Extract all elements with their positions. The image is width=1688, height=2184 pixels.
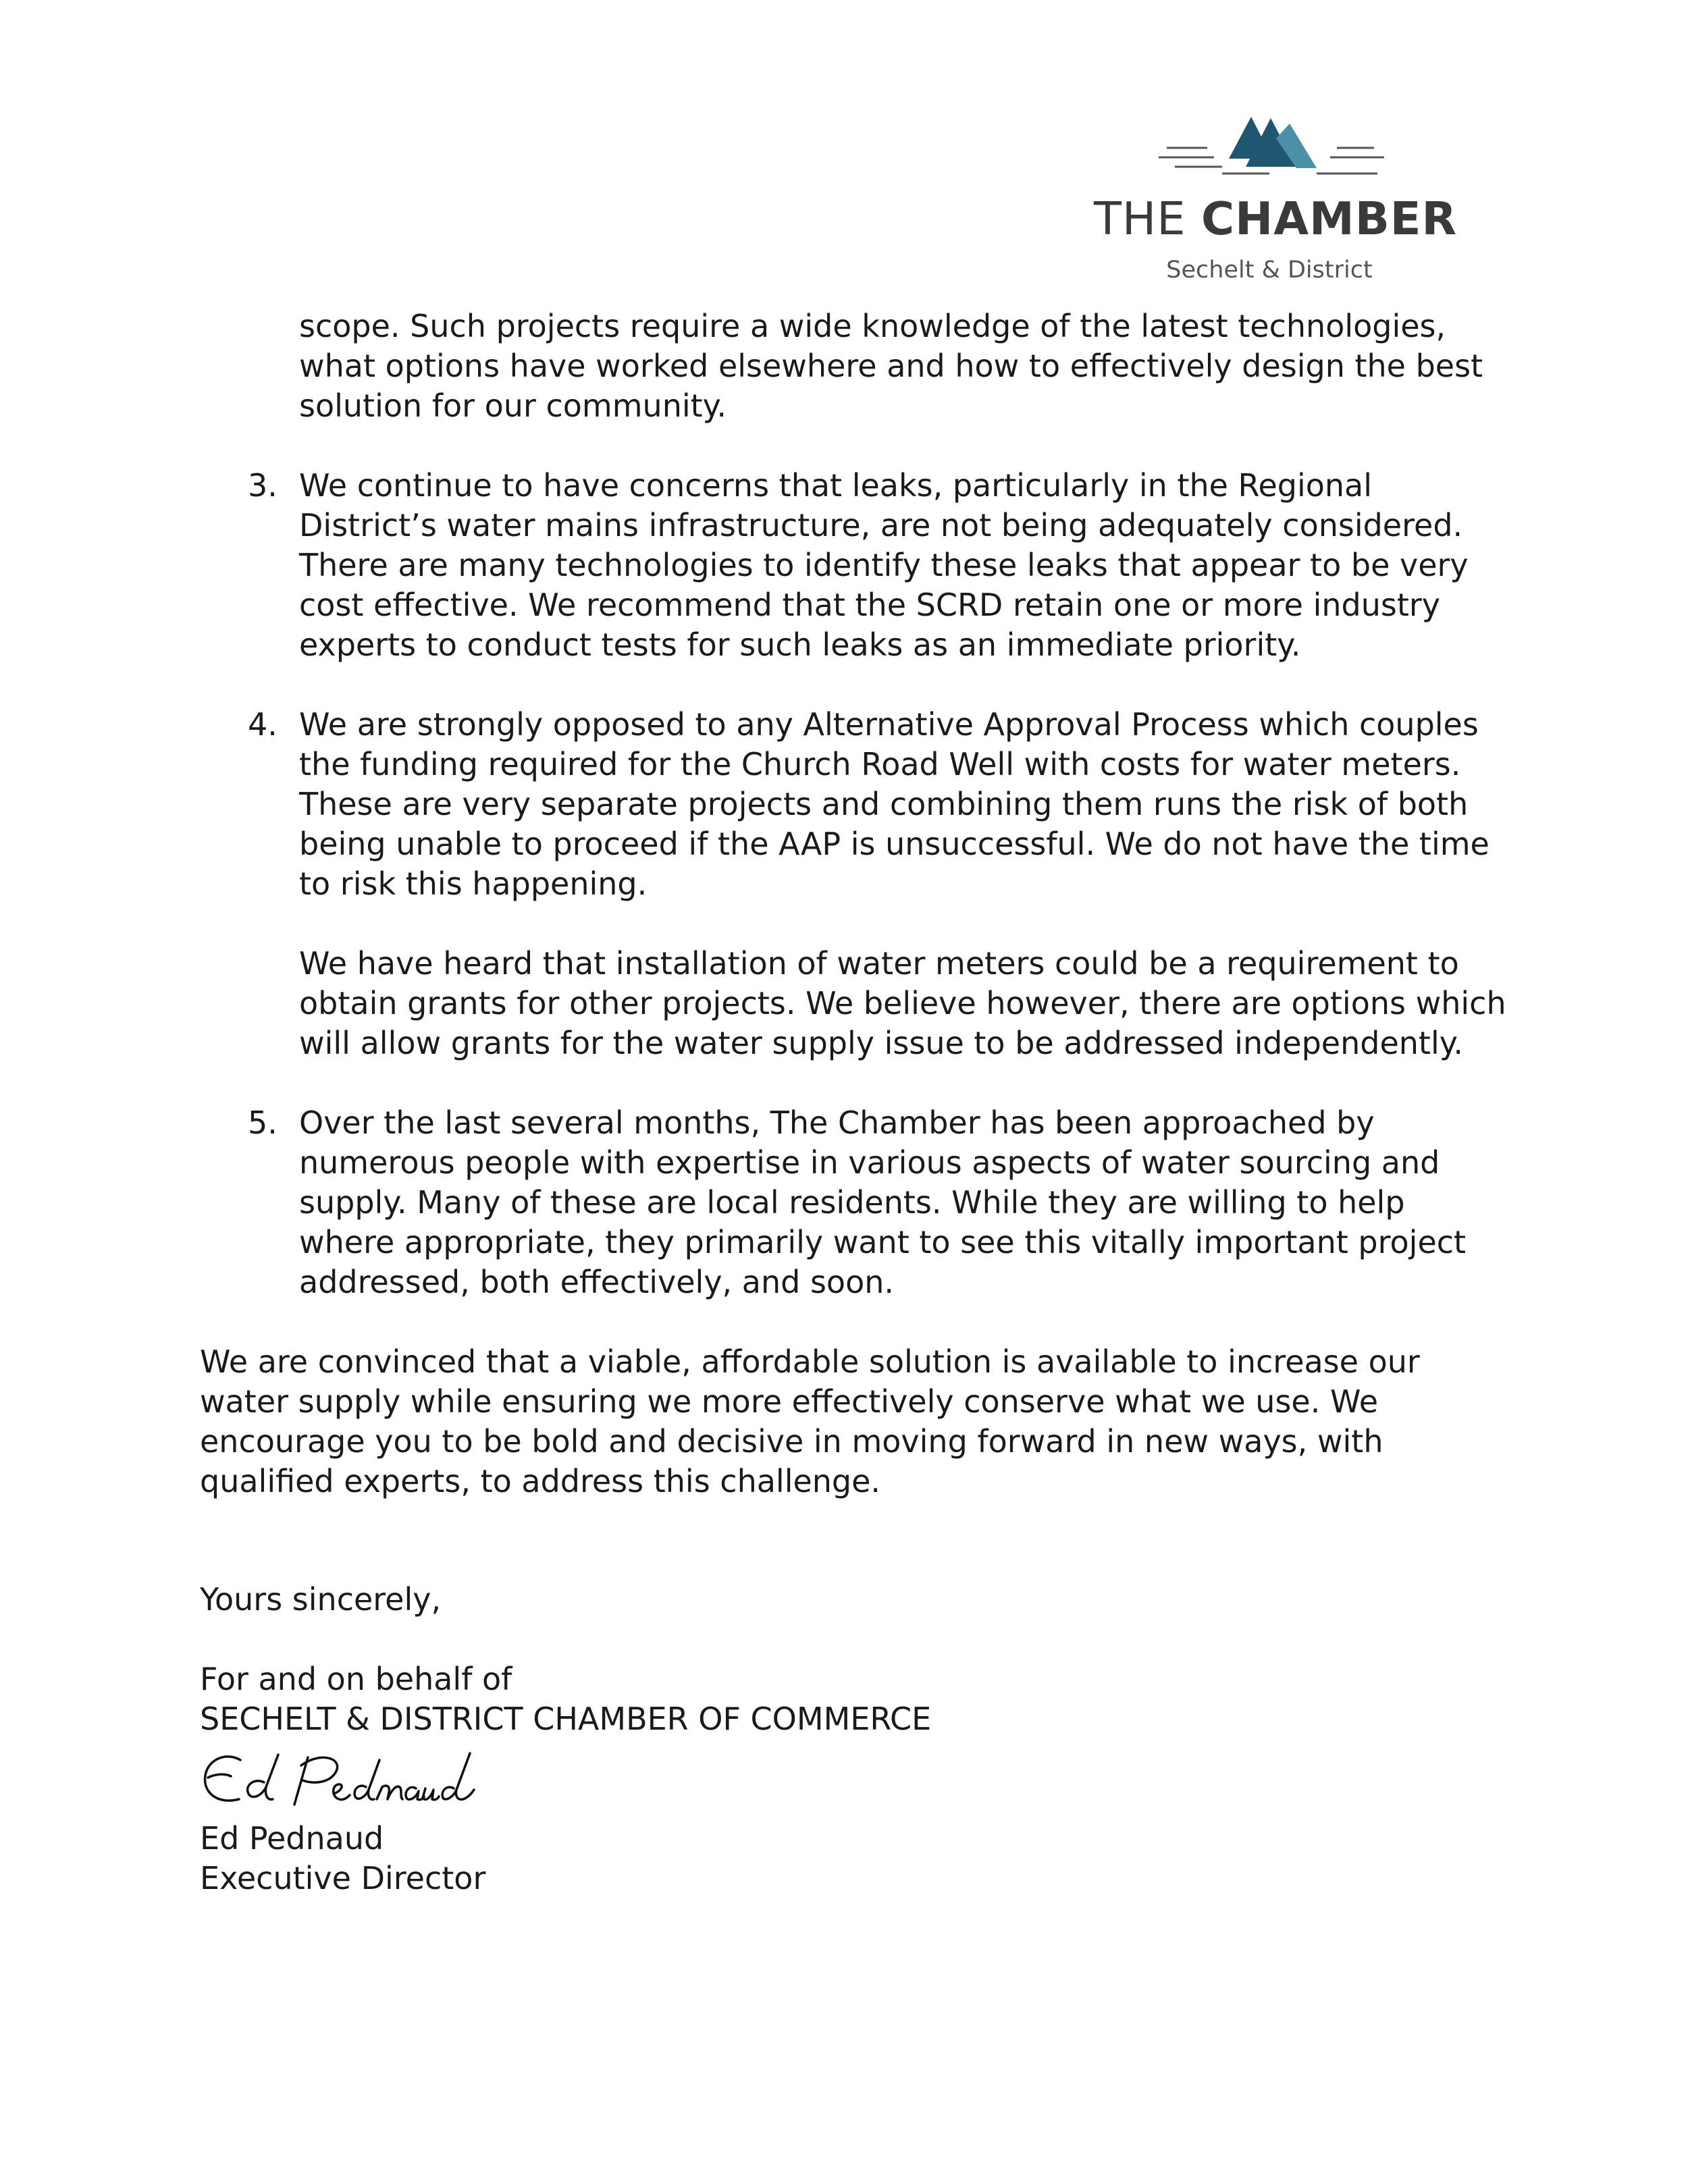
text-line: where appropriate, they primarily want to see this vitally important project (299, 1224, 1467, 1260)
logo-subtitle: Sechelt & District (1166, 257, 1373, 284)
text-line: supply. Many of these are local residents. While they are willing to help (299, 1184, 1405, 1221)
text-line: We have heard that installation of water meters could be a requirement to (299, 945, 1459, 982)
text-line: These are very separate projects and combining them runs the risk of both (299, 786, 1469, 822)
item-number: 4. (248, 706, 278, 743)
text-line: obtain grants for other projects. We believe however, there are options which (299, 985, 1506, 1021)
closing-paragraph (200, 1342, 1420, 1501)
text-line: will allow grants for the water supply issue to be addressed independently. (299, 1025, 1464, 1061)
text-line: District’s water mains infrastructure, are not being adequately considered. (299, 507, 1463, 543)
text-line: addressed, both effectively, and soon. (299, 1264, 894, 1300)
item-number: 5. (248, 1104, 278, 1141)
text-line: being unable to proceed if the AAP is unsuccessful. We do not have the time (299, 826, 1489, 862)
chamber-logo (1094, 111, 1458, 294)
organization-name: SECHELT & DISTRICT CHAMBER OF COMMERCE (200, 1701, 932, 1737)
signature-image (200, 1745, 483, 1813)
text-line: qualified experts, to address this challenge. (200, 1463, 881, 1499)
text-line: encourage you to be bold and decisive in moving forward in new ways, with (200, 1423, 1383, 1460)
signer-title: Executive Director (200, 1860, 486, 1896)
text-line: We continue to have concerns that leaks, particularly in the Regional (299, 467, 1372, 504)
text-line: what options have worked elsewhere and how to effectively design the best (299, 348, 1483, 384)
salutation: Yours sincerely, (200, 1581, 442, 1618)
text-line: experts to conduct tests for such leaks as an immediate priority. (299, 627, 1301, 663)
behalf-line: For and on behalf of (200, 1661, 512, 1697)
continued-item (299, 307, 1483, 426)
logo-title: THE CHAMBER (1094, 192, 1458, 245)
text-line: numerous people with expertise in various aspects of water sourcing and (299, 1144, 1440, 1181)
text-line: water supply while ensuring we more effectively conserve what we use. We (200, 1383, 1379, 1420)
text-line: Over the last several months, The Chamber has been approached by (299, 1104, 1375, 1141)
behalf-block (200, 1659, 931, 1739)
text-line: We are strongly opposed to any Alternative Approval Process which couples (299, 706, 1479, 743)
text-line: scope. Such projects require a wide knowledge of the latest technologies, (299, 308, 1446, 344)
list-item-4 (299, 705, 1489, 904)
list-item-5 (299, 1103, 1466, 1302)
mountain-logo-icon (1094, 111, 1445, 192)
text-line: cost effective. We recommend that the SCRD retain one or more industry (299, 587, 1441, 623)
list-item-4-continued (299, 944, 1506, 1063)
text-line: solution for our community. (299, 388, 727, 424)
item-number: 3. (248, 467, 278, 504)
signer-name: Ed Pednaud (200, 1820, 384, 1857)
text-line: the funding required for the Church Road Well with costs for water meters. (299, 746, 1461, 782)
text-line: We are convinced that a viable, affordable solution is available to increase our (200, 1343, 1420, 1380)
text-line: There are many technologies to identify these leaks that appear to be very (299, 547, 1469, 583)
signer-block (200, 1819, 485, 1898)
list-item-3 (299, 466, 1469, 665)
text-line: to risk this happening. (299, 865, 648, 902)
